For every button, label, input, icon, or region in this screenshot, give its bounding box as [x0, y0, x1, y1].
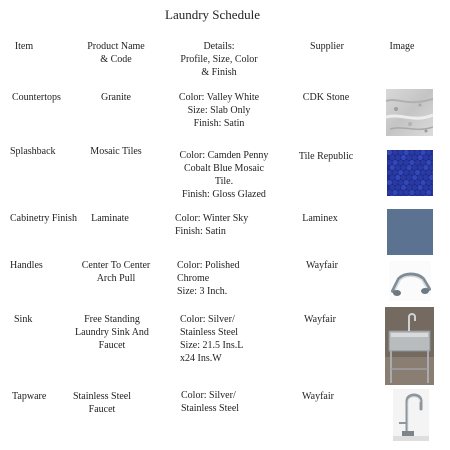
faucet-photo-icon — [393, 389, 429, 441]
laundry-sink-photo-icon — [385, 307, 434, 385]
row-product: Laminate — [91, 213, 129, 224]
row-supplier: Tile Republic — [298, 151, 354, 162]
row-item: Splashback — [10, 146, 56, 157]
row-supplier: Wayfair — [304, 314, 336, 325]
blue-laminate-swatch-icon — [387, 209, 433, 255]
chrome-handle-photo-icon — [389, 261, 431, 301]
page-title: Laundry Schedule — [165, 7, 260, 22]
row-product: Center To Center Arch Pull — [81, 260, 151, 284]
row-details: Color: Camden Penny Cobalt Blue Mosaic Tile. Finish: Gloss Glazed — [179, 150, 269, 200]
row-product: Stainless Steel Faucet — [72, 391, 132, 415]
header-supplier: Supplier — [310, 41, 344, 52]
row-supplier: Wayfair — [306, 260, 338, 271]
row-item: Sink — [14, 314, 33, 325]
row-supplier: CDK Stone — [302, 92, 350, 103]
row-item: Countertops — [12, 92, 61, 103]
row-details: Color: Winter Sky Finish: Satin — [175, 213, 249, 237]
header-product: Product Name & Code — [87, 41, 145, 65]
row-details: Color: Silver/ Stainless Steel Size: 21.5 Ins.L x24 Ins.W — [180, 314, 244, 364]
row-details: Color: Valley White Size: Slab Only Finish: Satin — [178, 92, 260, 129]
row-details: Color: Polished Chrome Size: 3 Inch. — [177, 260, 240, 297]
row-supplier: Laminex — [302, 213, 338, 224]
blue-mosaic-swatch-icon — [387, 150, 433, 196]
row-supplier: Wayfair — [302, 391, 334, 402]
header-item: Item — [14, 41, 34, 52]
header-image: Image — [389, 41, 415, 52]
row-item: Tapware — [12, 391, 47, 402]
row-product: Mosaic Tiles — [90, 146, 142, 157]
row-product: Granite — [101, 92, 131, 103]
row-product: Free Standing Laundry Sink And Faucet — [75, 314, 149, 351]
row-details: Color: Silver/ Stainless Steel — [181, 390, 240, 414]
header-details: Details: Profile, Size, Color & Finish — [180, 41, 258, 78]
row-item: Handles — [10, 260, 43, 271]
row-item: Cabinetry Finish — [10, 213, 77, 224]
granite-swatch-icon — [386, 89, 433, 136]
